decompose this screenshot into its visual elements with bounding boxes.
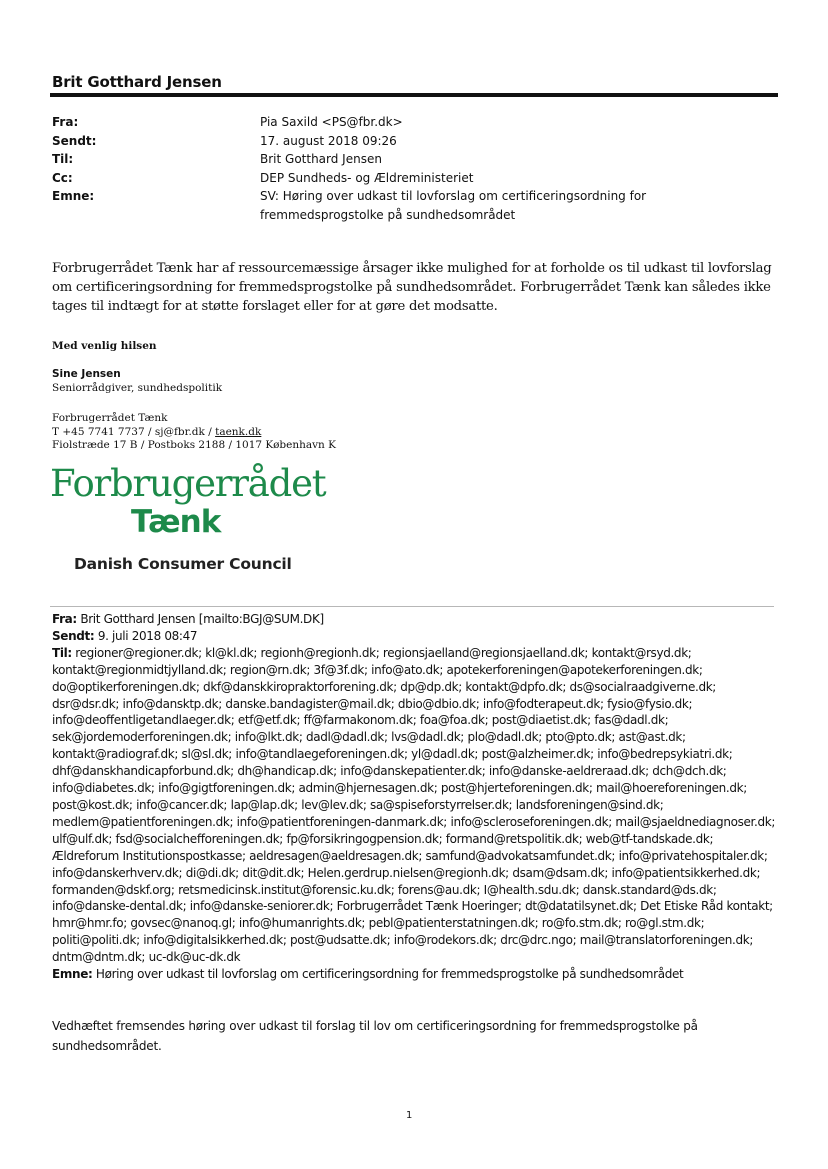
fwd-from-row xyxy=(52,611,782,628)
logo-line2: Tænk xyxy=(131,504,221,540)
fwd-sent-value: 9. juli 2018 08:47 xyxy=(97,628,198,643)
fwd-sent-label: Sendt: xyxy=(52,628,95,643)
fwd-to-row xyxy=(52,645,782,966)
subject-value: SV: Høring over udkast til lovforslag om certificeringsordning for fremmedsprogstolke på sundhedsområdet xyxy=(260,189,647,222)
forwarded-body: Vedhæftet fremsendes høring over udkast til forslag til lov om certificeringsordning for fremmedsprogstolke på sundhedsområdet. xyxy=(52,1019,698,1053)
header-rule xyxy=(50,93,778,97)
email-metadata xyxy=(52,113,772,224)
signature-address: Fiolstræde 17 B / Postboks 2188 / 1017 København K xyxy=(52,439,336,451)
from-row xyxy=(52,113,772,132)
signature-name: Sine Jensen xyxy=(52,368,121,380)
cc-label: Cc: xyxy=(52,170,73,185)
fwd-from-value: Brit Gotthard Jensen [mailto:BGJ@SUM.DK] xyxy=(80,612,324,626)
fwd-subject-label: Emne: xyxy=(52,967,93,982)
subject-label: Emne: xyxy=(52,189,95,203)
fwd-sent-row xyxy=(52,628,782,645)
from-value: Pia Saxild <PS@fbr.dk> xyxy=(260,115,403,129)
signature-org: Forbrugerrådet Tænk xyxy=(52,412,168,424)
signature-contact-line xyxy=(52,426,336,440)
page-number: 1 xyxy=(406,1110,413,1121)
sent-value: 17. august 2018 09:26 xyxy=(260,133,397,148)
logo-line1: Forbrugerrådet xyxy=(50,462,326,505)
signature-title: Seniorrådgiver, sundhedspolitik xyxy=(52,382,223,394)
sender-name-header: Brit Gotthard Jensen xyxy=(52,73,222,91)
logo-tagline: Danish Consumer Council xyxy=(74,555,292,573)
forward-separator xyxy=(50,606,774,607)
fwd-from-label: Fra: xyxy=(52,612,77,626)
subject-row xyxy=(52,187,772,224)
email-body: Forbrugerrådet Tænk har af ressourcemæssige årsager ikke mulighed for at forholde os til udkast til lovforslag om certificeringsordning for fremmedsprogstolke på sundhedsområdet. Forbrugerrådet Tænk kan således ikke tages til indtægt for at støtte forslaget eller for at gøre det modsatte. xyxy=(52,261,772,314)
sent-row xyxy=(52,132,772,151)
signature-contact: T +45 7741 7737 / sj@fbr.dk / xyxy=(52,425,216,438)
cc-row xyxy=(52,169,772,188)
to-label: Til: xyxy=(52,152,74,166)
fwd-subject-value: Høring over udkast til lovforslag om certificeringsordning for fremmedsprogstolke på sundhedsområdet xyxy=(95,967,684,982)
signature-greeting: Med venlig hilsen xyxy=(52,340,157,352)
sent-label: Sendt: xyxy=(52,133,97,148)
forbrugerraadet-logo xyxy=(50,464,325,540)
website-link[interactable]: taenk.dk xyxy=(215,425,262,438)
forwarded-header xyxy=(52,611,782,983)
to-value: Brit Gotthard Jensen xyxy=(260,152,382,166)
fwd-to-label: Til: xyxy=(52,645,72,660)
cc-value: DEP Sundheds- og Ældreministeriet xyxy=(260,170,474,185)
from-label: Fra: xyxy=(52,115,79,129)
to-row xyxy=(52,150,772,169)
signature-org-block xyxy=(52,412,336,453)
fwd-subject-row xyxy=(52,966,782,983)
fwd-to-value: regioner@regioner.dk; kl@kl.dk; regionh@regionh.dk; regionsjaelland@regionsjaelland.dk; kontakt@rsyd.dk; kontakt@regionmidtjylland.dk; region@rn.dk; 3f@3f.dk; info@ato.dk; apotekerforeningen@apotekerforeningen.dk; do@optikerforeningen.dk; dkf@danskkiropraktorforening.dk; dp@dp.dk; kontakt@dpfo.dk; ds@socialraadgiverne.dk; dsr@dsr.dk; info@dansktp.dk; danske.bandagister@mail.dk; dbio@dbio.dk; info@fodterapeut.dk; fysio@fysio.dk; info@deoffentligetandlaeger.dk; etf@etf.dk; ff@farmakonom.dk; foa@foa.dk; post@diaetist.dk; fas@dadl.dk; sek@jordemoderforeningen.dk; info@lkt.dk; dadl@dadl.dk; lvs@dadl.dk; plo@dadl.dk; pto@pto.dk; ast@ast.dk; kontakt@radiograf.dk; sl@sl.dk; info@tandlaegeforeningen.dk; yl@dadl.dk; post@alzheimer.dk; info@bedrepsykiatri.dk; dhf@danskhandicapforbund.dk; dh@handicap.dk; info@danskepatienter.dk; info@danske-aeldreraad.dk; dch@dch.dk; info@diabetes.dk; info@gigtforeningen.dk; admin@hjernesagen.dk; post@hjerteforeningen.dk; mail@hoereforeningen.dk; post@kost.dk; info@cancer.dk; lap@lap.dk; lev@lev.dk; sa@spiseforstyrrelser.dk; landsforeningen@sind.dk; medlem@patientforeningen.dk; info@patientforeningen-danmark.dk; info@scleroseforeningen.dk; mail@sjaeldnediagnoser.dk; ulf@ulf.dk; fsd@socialchefforeningen.dk; fp@forsikringogpension.dk; formand@retspolitik.dk; web@tf-tandskade.dk; Ældreforum Institutionspostkasse; aeldresagen@aeldresagen.dk; samfund@advokatsamfundet.dk; info@privatehospitaler.dk; info@danskerhverv.dk; di@di.dk; dit@dit.dk; Helen.gerdrup.nielsen@regionh.dk; dsam@dsam.dk; info@patientsikkerhed.dk; formanden@dskf.org; retsmedicinsk.institut@forensic.ku.dk; forens@au.dk; I@health.sdu.dk; dansk.standard@ds.dk; info@danske-dental.dk; info@danske-seniorer.dk; Forbrugerrådet Tænk Hoeringer; dt@datatilsynet.dk; Det Etiske Råd kontakt; hmr@hmr.fo; govsec@nanoq.gl; info@humanrights.dk; pebl@patienterstatningen.dk; ro@fo.stm.dk; ro@gl.stm.dk; politi@politi.dk; info@digitalsikkerhed.dk; post@udsatte.dk; info@rodekors.dk; drc@drc.ngo; mail@translatorforeningen.dk; dntm@dntm.dk; uc-dk@uc-dk.dk xyxy=(52,645,776,965)
